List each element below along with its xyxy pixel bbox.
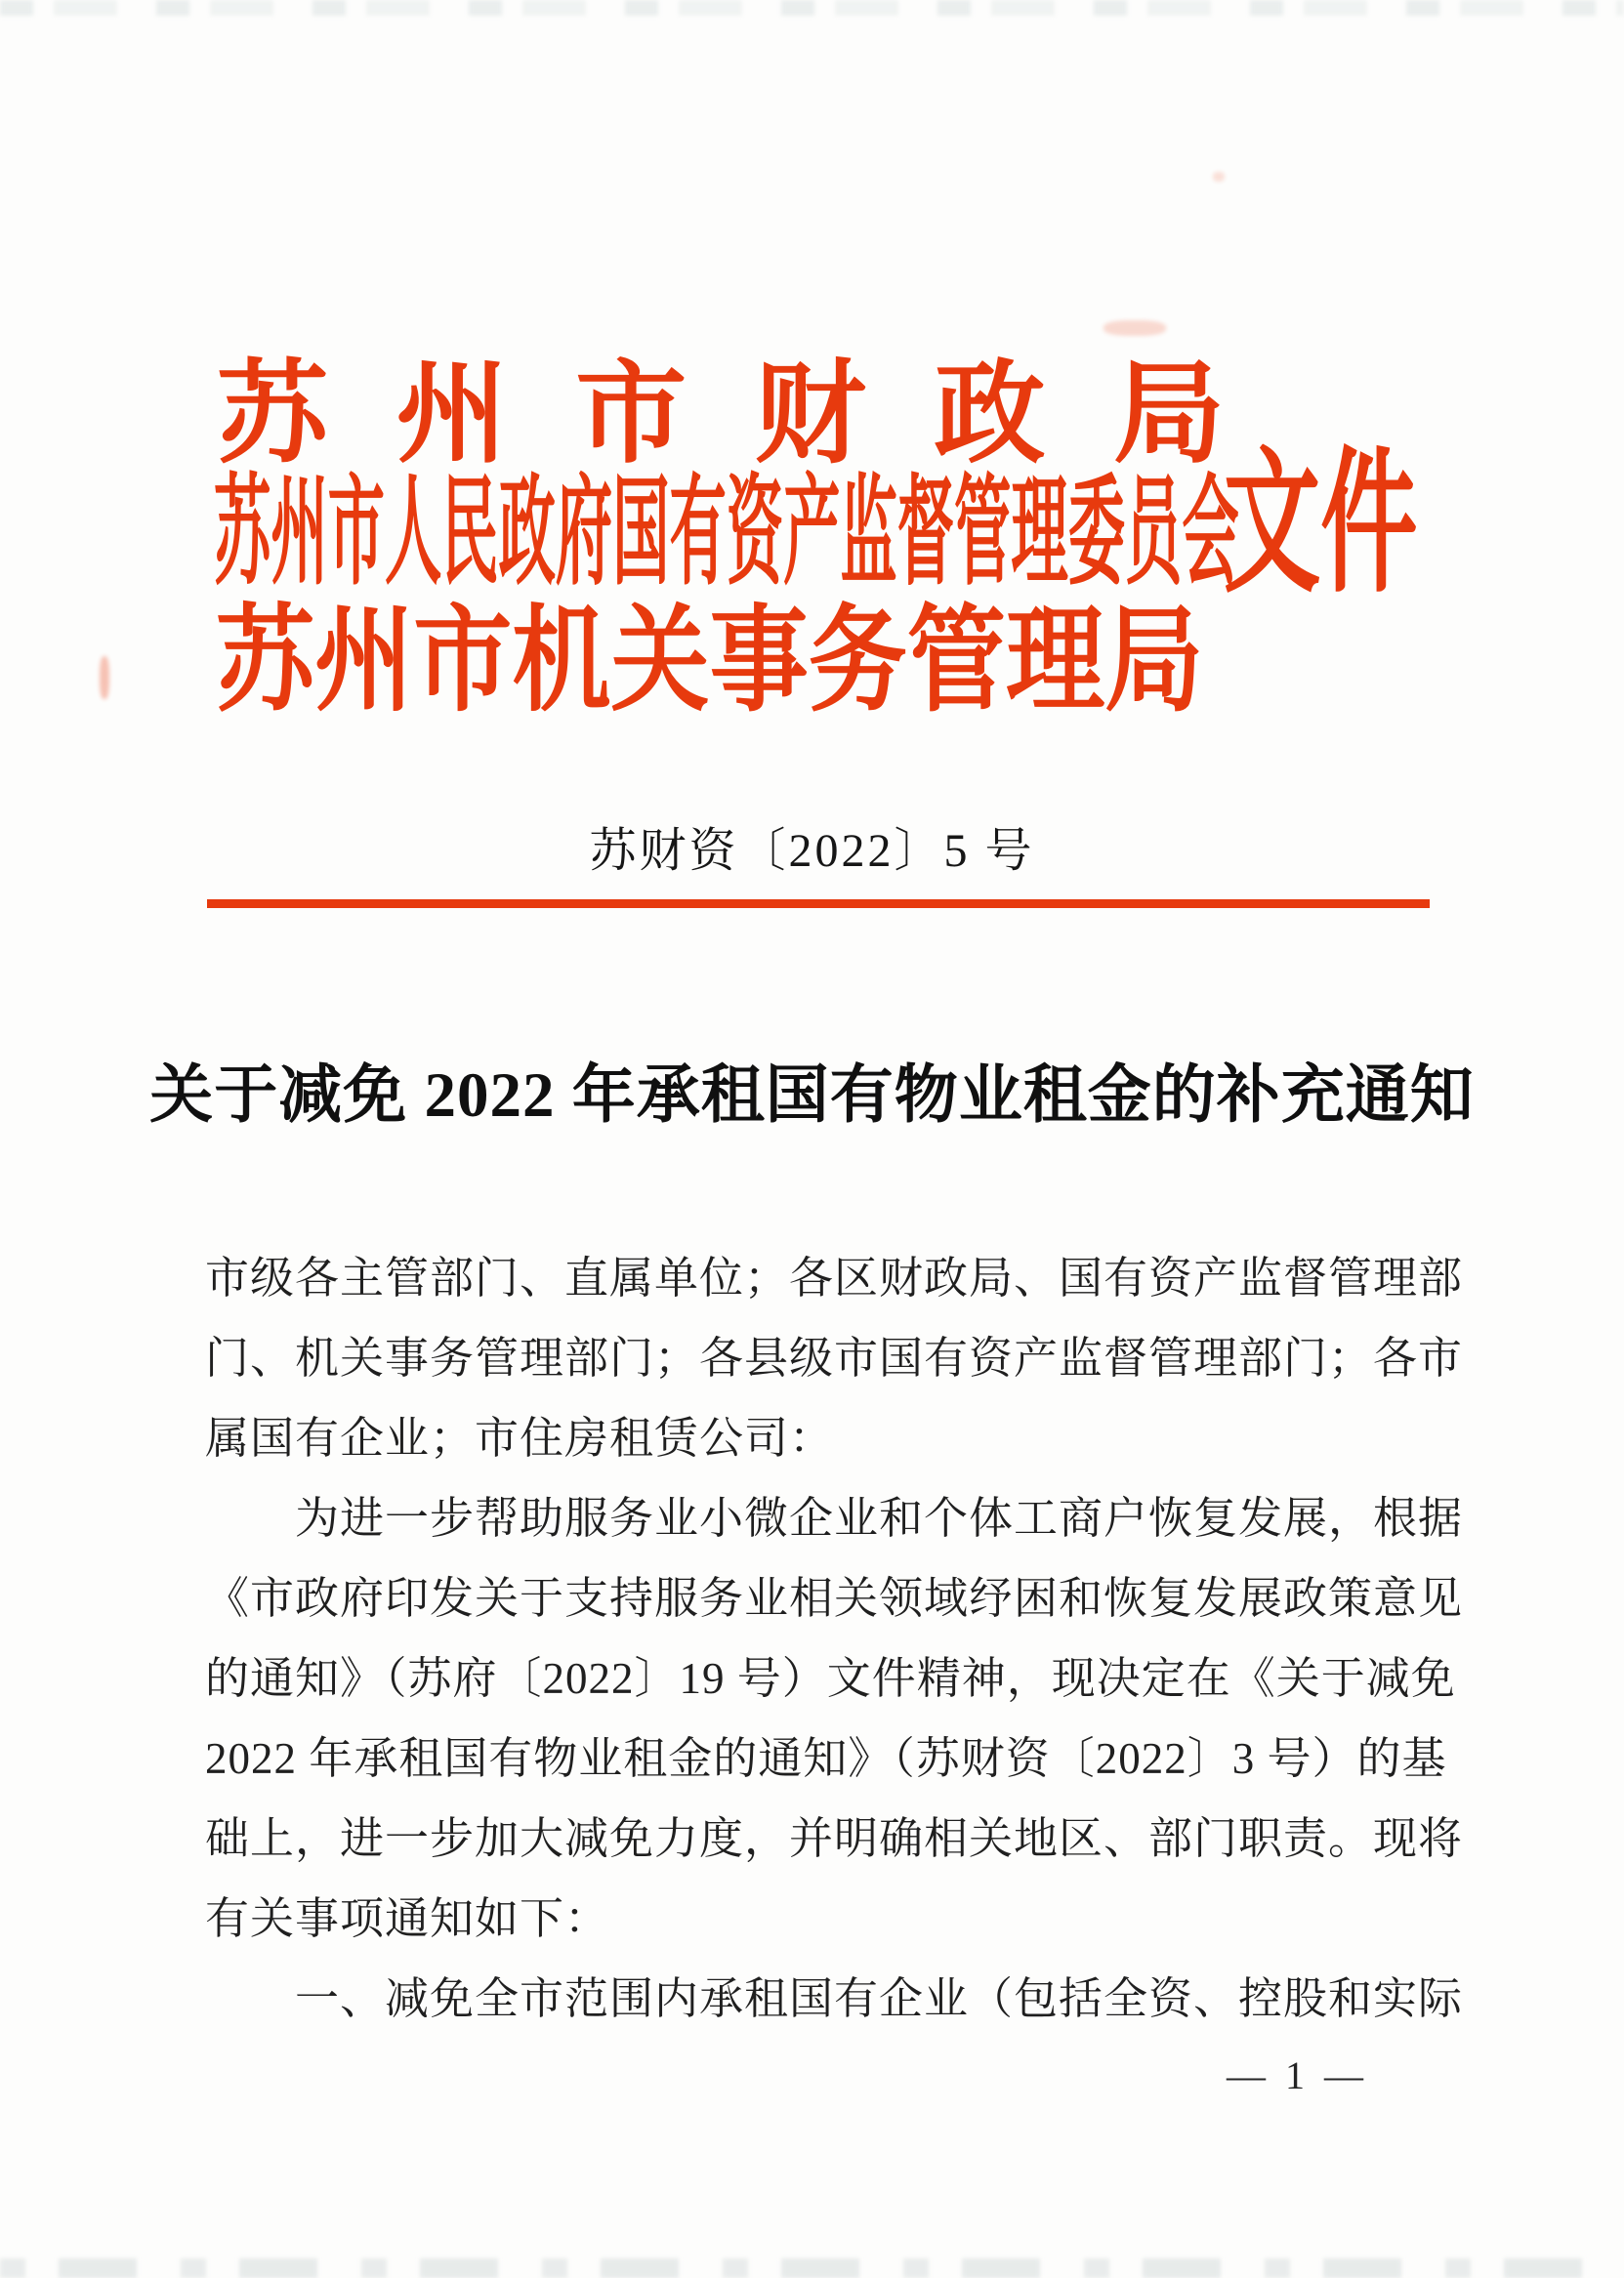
document-body: [205, 1238, 1464, 2039]
scan-speck: [100, 656, 109, 699]
scan-artifact-top-band: [0, 0, 1624, 16]
agency-line-character: 苏: [217, 352, 329, 476]
body-line: 有关事项通知如下：: [205, 1894, 610, 1943]
body-line: 的通知》（苏府〔2022〕19 号）文件精神，现决定在《关于减免: [205, 1654, 1456, 1703]
agency-line-character: 财: [754, 352, 866, 476]
agency-line-character: 局: [1112, 352, 1225, 476]
body-line: 门、机关事务管理部门；各县级市国有资产监督管理部门；各市: [205, 1334, 1464, 1383]
agency-line-character: 市: [575, 352, 687, 476]
document-reference-number: 苏财资〔2022〕5 号: [589, 825, 1035, 877]
scan-speck: [1213, 172, 1225, 182]
body-line: 为进一步帮助服务业小微企业和个体工商户恢复发展，根据: [295, 1494, 1464, 1543]
agency-line-character: 州: [396, 352, 508, 476]
body-line: 市级各主管部门、直属单位；各区财政局、国有资产监督管理部: [205, 1254, 1464, 1303]
body-line: 一、减免全市范围内承租国有企业（包括全资、控股和实际: [295, 1974, 1464, 2023]
body-line: 属国有企业；市住房租赁公司：: [205, 1414, 835, 1463]
letterhead-doc-type-label: 文件: [1224, 437, 1418, 611]
page-number: — 1 —: [1227, 2053, 1368, 2097]
body-line: 《市政府印发关于支持服务业相关领域纾困和恢复发展政策意见: [205, 1574, 1464, 1623]
document-title: 关于减免 2022 年承租国有物业租金的补充通知: [149, 1060, 1475, 1131]
body-line: 础上，进一步加大减免力度，并明确相关地区、部门职责。现将: [205, 1814, 1464, 1863]
letterhead-agency-finance-bureau: [217, 352, 1225, 476]
agency-line-character: 政: [934, 352, 1046, 476]
scan-artifact-bottom-band: [0, 2258, 1624, 2278]
scan-speck: [1103, 320, 1166, 336]
letterhead-agency-government-offices-administration: 苏州市机关事务管理局: [216, 598, 1204, 725]
letterhead-divider-rule: [207, 899, 1430, 908]
body-line: 2022 年承租国有物业租金的通知》（苏财资〔2022〕3 号）的基: [205, 1734, 1447, 1783]
letterhead-agency-sasac: 苏州市人民政府国有资产监督管理委员会: [214, 468, 1239, 600]
